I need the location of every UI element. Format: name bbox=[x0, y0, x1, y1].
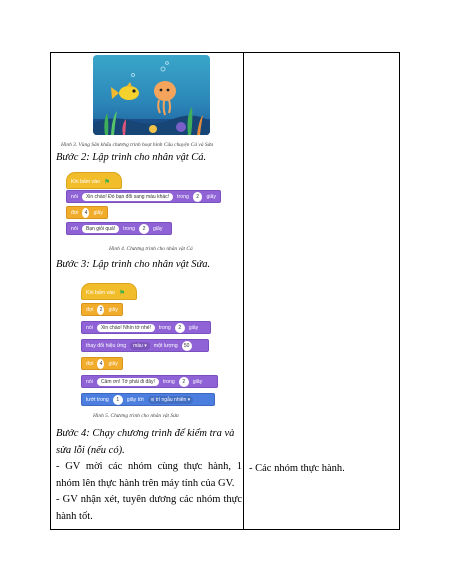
when-flag-clicked-block bbox=[81, 283, 137, 300]
teacher-instruction-1: - GV mời các nhóm cùng thực hành, 1 nhóm lên thực hành trên máy tính của GV. bbox=[56, 461, 242, 489]
effect-dropdown: màu ▾ bbox=[130, 342, 150, 350]
unit-label: giây bbox=[108, 306, 118, 313]
glide-block bbox=[81, 393, 215, 406]
seconds-value: 2 bbox=[97, 305, 104, 315]
step-3-heading: Bước 3: Lập trình cho nhân vật Sứa. bbox=[56, 259, 211, 270]
say-text: Cảm ơn! Tớ phải đi đây! bbox=[97, 378, 159, 386]
when-flag-clicked-block bbox=[66, 172, 122, 189]
green-flag-icon: ⚑ bbox=[103, 179, 111, 186]
for-label: trong bbox=[177, 193, 189, 200]
say-text: Bạn giỏi quá! bbox=[82, 225, 119, 233]
step-4-section bbox=[56, 426, 242, 525]
teacher-activity-column bbox=[51, 53, 243, 529]
step-2-heading: Bước 2: Lập trình cho nhân vật Cá. bbox=[56, 152, 207, 163]
student-activity-column bbox=[244, 53, 399, 529]
for-label: trong bbox=[123, 225, 135, 232]
seconds-value: 2 bbox=[139, 224, 149, 234]
underwater-scene-image bbox=[93, 55, 210, 135]
seconds-value: 2 bbox=[175, 323, 185, 333]
glide-label: lướt trong bbox=[86, 396, 109, 403]
seconds-value: 4 bbox=[82, 208, 89, 218]
figure-3-caption: Hình 3. Vùng Sân khấu chương trình hoạt hình Câu chuyện Cá và Sứa bbox=[61, 142, 214, 148]
wait-label: đợi bbox=[86, 306, 94, 313]
hat-label: Khi bấm vào bbox=[71, 179, 100, 185]
say-block bbox=[81, 375, 218, 388]
effect-amount: 50 bbox=[182, 341, 192, 351]
lesson-table bbox=[50, 52, 400, 530]
figure-4-caption: Hình 4. Chương trình cho nhân vật Cá bbox=[109, 246, 193, 252]
unit-label: giây bbox=[192, 378, 203, 385]
teacher-instruction-2: - GV nhận xét, tuyên dương các nhóm thực hành tốt. bbox=[56, 494, 242, 522]
glide-target-dropdown: vị trí ngẫu nhiên ▾ bbox=[148, 396, 193, 404]
seconds-value: 1 bbox=[113, 395, 123, 405]
say-text: Xin chào! Nhìn tớ nhé! bbox=[97, 324, 155, 332]
for-label: trong bbox=[162, 378, 175, 385]
say-block bbox=[66, 190, 221, 203]
wait-block bbox=[66, 206, 108, 219]
by-label: một lượng bbox=[153, 342, 178, 349]
unit-label: giây bbox=[206, 193, 216, 200]
wait-block bbox=[81, 303, 123, 316]
say-label: nói bbox=[86, 378, 93, 385]
step-4-heading-cont: sửa lỗi (nếu có). bbox=[56, 444, 125, 456]
say-text: Xin chào! Đó bạn đổi sang màu khác! bbox=[82, 193, 173, 201]
unit-label: giây bbox=[93, 209, 103, 216]
green-flag-icon: ⚑ bbox=[118, 290, 126, 297]
seconds-value: 2 bbox=[193, 192, 203, 202]
change-effect-block bbox=[81, 339, 209, 352]
wait-block bbox=[81, 357, 123, 370]
student-activity-text: - Các nhóm thực hành. bbox=[249, 463, 345, 474]
say-label: nói bbox=[71, 193, 78, 200]
for-label: trong bbox=[158, 324, 171, 331]
unit-label: giây bbox=[152, 225, 163, 232]
step-4-heading: Bước 4: Chạy chương trình để kiểm tra và bbox=[56, 428, 235, 439]
say-label: nói bbox=[71, 225, 78, 232]
wait-label: đợi bbox=[71, 209, 79, 216]
say-label: nói bbox=[86, 324, 93, 331]
hat-label: Khi bấm vào bbox=[86, 290, 115, 296]
wait-label: đợi bbox=[86, 360, 94, 367]
stage-illustration bbox=[93, 55, 210, 135]
say-block bbox=[66, 222, 172, 235]
seconds-value: 4 bbox=[97, 359, 104, 369]
figure-5-caption: Hình 5. Chương trình cho nhân vật Sứa bbox=[93, 413, 179, 419]
unit-label: giây tới bbox=[126, 396, 144, 403]
say-block bbox=[81, 321, 211, 334]
seconds-value: 2 bbox=[179, 377, 189, 387]
unit-label: giây bbox=[188, 324, 199, 331]
unit-label: giây bbox=[108, 360, 118, 367]
effect-label: thay đổi hiệu ứng bbox=[86, 342, 127, 349]
